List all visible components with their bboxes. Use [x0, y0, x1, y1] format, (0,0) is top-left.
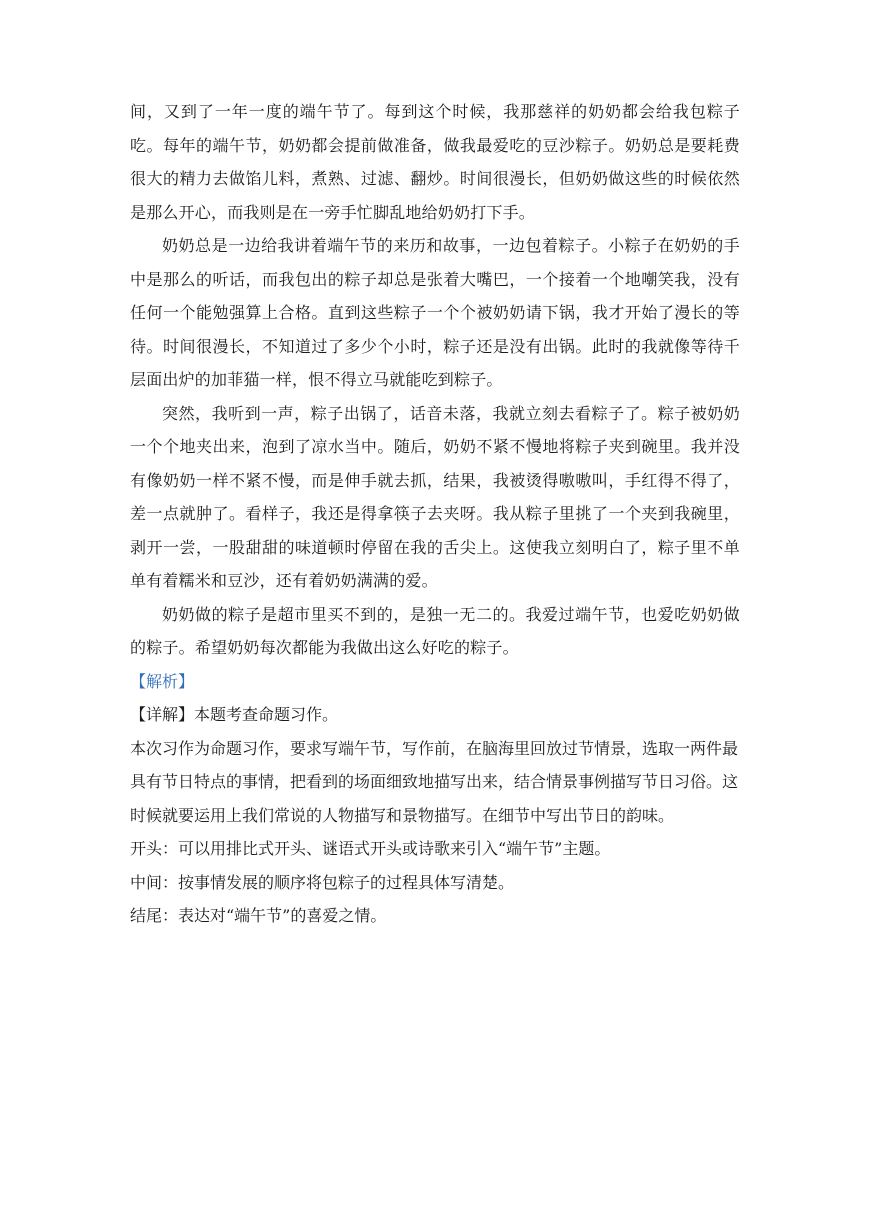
- analysis-middle: 中间：按事情发展的顺序将包粽子的过程具体写清楚。: [130, 872, 515, 892]
- document-page: [130, 95, 740, 933]
- essay-paragraph-4: 奶奶做的粽子是超市里买不到的，是独一无二的。我爱过端午节，也爱吃奶奶做的粽子。希望奶奶每次都能为我做出这么好吃的粽子。: [130, 604, 740, 657]
- analysis-opening: 开头：可以用排比式开头、谜语式开头或诗歌来引入“端午节”主题。: [130, 839, 611, 858]
- analysis-detail: 【详解】本题考查命题习作。: [130, 705, 339, 724]
- analysis-explanation: 本次习作为命题习作，要求写端午节，写作前，在脑海里回放过节情景，选取一两件最具有节日特点的事情，把看到的场面细致地描写出来，结合情景事例描写节日习俗。这时候就要运用上我们常说的人物描写和景物描写。在细节中写出节日的韵味。: [130, 738, 739, 825]
- essay-paragraph-2: 奶奶总是一边给我讲着端午节的来历和故事，一边包着粽子。小粽子在奶奶的手中是那么的听话，而我包出的粽子却总是张着大嘴巴，一个接着一个地嘲笑我，没有任何一个能勉强算上合格。直到这些粽子一个个被奶奶请下锅，我才开始了漫长的等待。时间很漫长，不知道过了多少个小时，粽子还是没有出锅。此时的我就像等待千层面出炉的加菲猫一样，恨不得立马就能吃到粽子。: [130, 236, 740, 389]
- analysis-label: 【解析】: [130, 671, 195, 691]
- essay-paragraph-3: 突然，我听到一声，粽子出锅了，话音未落，我就立刻去看粽子了。粽子被奶奶一个个地夹出来，泡到了凉水当中。随后，奶奶不紧不慢地将粽子夹到碗里。我并没有像奶奶一样不紧不慢，而是伸手就去抓，结果，我被烫得嗷嗷叫，手红得不得了，差一点就肿了。看样子，我还是得拿筷子去夹呀。我从粽子里挑了一个夹到我碗里，剥开一尝，一股甜甜的味道顿时停留在我的舌尖上。这使我立刻明白了，粽子里不单单有着糯米和豆沙，还有着奶奶满满的爱。: [130, 403, 740, 590]
- analysis-ending: 结尾：表达对“端午节”的喜爱之情。: [130, 906, 387, 925]
- essay-paragraph-1: 间，又到了一年一度的端午节了。每到这个时候，我那慈祥的奶奶都会给我包粽子吃。每年的端午节，奶奶都会提前做准备，做我最爱吃的豆沙粽子。奶奶总是要耗费很大的精力去做馅儿料，煮熟、过滤、翻炒。时间很漫长，但奶奶做这些的时候依然是那么开心，而我则是在一旁手忙脚乱地给奶奶打下手。: [130, 102, 740, 222]
